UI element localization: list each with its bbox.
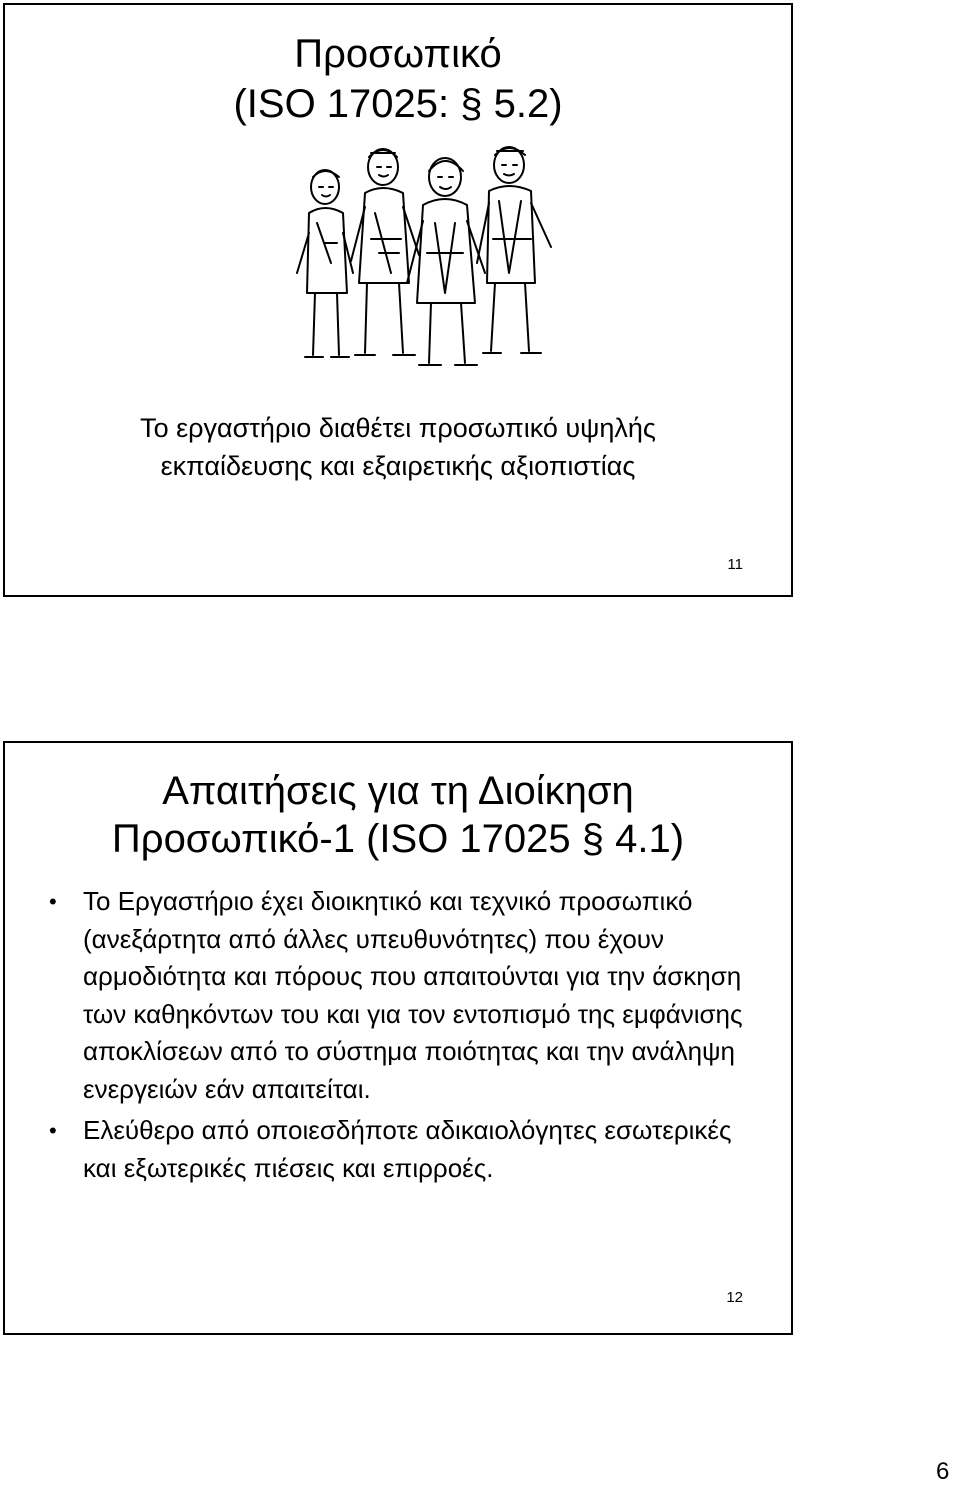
bullet-text: Ελεύθερο από οποιεσδήποτε αδικαιολόγητες εσωτερικές και εξωτερικές πιέσεις και επιρροές. [83,1115,732,1183]
person-figure-3 [407,158,485,365]
slide-subtitle [5,409,791,485]
person-figure-4 [477,147,551,353]
slide-number: 11 [727,556,743,573]
bullet-item [49,1112,769,1187]
person-figure-1 [297,170,353,357]
bullet-icon: • [49,1118,57,1143]
bullet-item [49,883,769,1108]
slide-number: 12 [726,1289,743,1306]
slide-12 [3,741,793,1335]
page-number: 6 [936,1458,950,1485]
slide-title-line-2: (ISO 17025: § 5.2) [233,82,563,126]
slide-subtitle-line-2: εκπαίδευσης και εξαιρετικής αξιοπιστίας [160,451,636,481]
slide-title [5,29,791,129]
person-figure-2 [351,149,419,355]
bullet-icon: • [49,889,57,914]
bullet-text: Το Εργαστήριο έχει διοικητικό και τεχνικό προσωπικό (ανεξάρτητα από άλλες υπευθυνότητες) που έχουν αρμοδιότητα και πόρους που απαιτούνται για την άσκηση των καθηκόντων του και για τον εντοπισμό της εμφάνισης αποκλίσεων από το σύστημα ποιότητας και την ανάληψη ενεργειών εάν απαιτείται. [83,886,743,1104]
slide-title-line-1: Απαιτήσεις για τη Διοίκηση [162,769,634,813]
slide-title-line-1: Προσωπικό [294,32,502,76]
slide-subtitle-line-1: Το εργαστήριο διαθέτει προσωπικό υψηλής [140,413,656,443]
people-illustration [295,143,557,375]
bullet-list [49,883,769,1187]
slide-title [5,767,791,863]
slide-11 [3,3,793,597]
slide-title-line-2: Προσωπικό-1 (ISO 17025 § 4.1) [111,817,685,861]
